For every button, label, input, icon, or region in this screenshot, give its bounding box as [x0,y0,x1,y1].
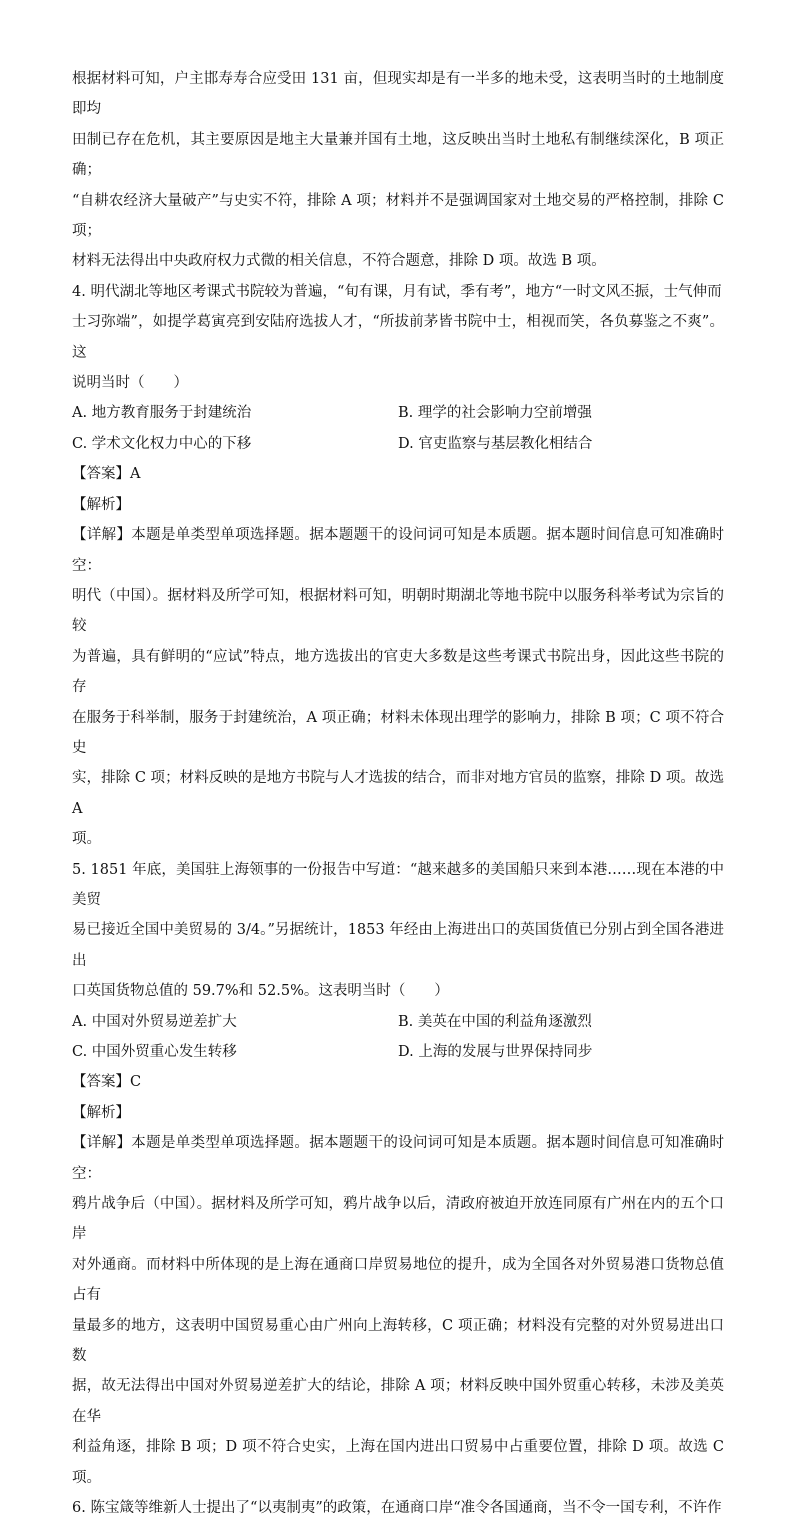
detail-line: 项。 [72,831,101,848]
detail-line: 利益角逐，排除 B 项；D 项不符合史实，上海在国内进出口贸易中占重要位置，排除 D 项。故选 C 项。 [72,1439,724,1486]
option-b: B. 美英在中国的利益角逐激烈 [398,1013,592,1030]
question-stem-line: 5. 1851 年底，美国驻上海领事的一份报告中写道：“越来越多的美国船只来到本港……现在本港的中美贸 [72,861,724,908]
detail-line: 对外通商。而材料中所体现的是上海在通商口岸贸易地位的提升，成为全国各对外贸易港口货物总值占有 [72,1256,724,1304]
detail-line: 为普遍，具有鲜明的“应试”特点，地方选拔出的官吏大多数是这些考课式书院出身，因此这些书院的存 [72,648,724,696]
detail-line: 明代（中国）。据材料及所学可知，根据材料可知，明朝时期湖北等地书院中以服务科举考试为宗旨的较 [72,587,724,635]
option-b: B. 理学的社会影响力空前增强 [398,405,592,422]
analysis-line: 根据材料可知，户主邯寿寿合应受田 131 亩，但现实却是有一半多的地未受，这表明当时的土地制度即均 [72,71,724,118]
answer-label: 【答案】A [72,466,141,483]
question-stem-line: 4. 明代湖北等地区考课式书院较为普遍，“旬有课，月有试，季有考”，地方“一时文风丕振，士气伸而 [72,283,722,300]
detail-line: 量最多的地方，这表明中国贸易重心由广州向上海转移，C 项正确；材料没有完整的对外贸易进出口数 [72,1317,724,1365]
question-stem-line: 易已接近全国中美贸易的 3/4。”另据统计，1853 年经由上海进出口的英国货值已分别占到全国各港进出 [72,922,724,969]
option-d: D. 官吏监察与基层教化相结合 [398,435,593,452]
option-c: C. 学术文化权力中心的下移 [72,435,252,452]
analysis-line: “自耕农经济大量破产”与史实不符，排除 A 项；材料并不是强调国家对土地交易的严格控制，排除 C 项； [72,192,724,240]
question-4 [72,277,724,855]
analysis-label: 【解析】 [72,1104,130,1121]
detail-line: 在服务于科举制，服务于封建统治，A 项正确；材料未体现出理学的影响力，排除 B 项；C 项不符合史 [72,709,724,756]
analysis-label: 【解析】 [72,496,130,513]
answer-label: 【答案】C [72,1074,142,1091]
option-d: D. 上海的发展与世界保持同步 [398,1044,593,1060]
question-6 [72,1493,724,1523]
question-stem-line: 口英国货物总值的 59.7%和 52.5%。这表明当时（ ） [72,983,449,1000]
previous-question-analysis [72,64,724,277]
option-c: C. 中国外贸重心发生转移 [72,1044,237,1060]
analysis-line: 材料无法得出中央政府权力式微的相关信息，不符合题意，排除 D 项。故选 B 项。 [72,253,606,270]
question-stem-line: 6. 陈宝箴等维新人士提出了“以夷制夷”的政策，在通商口岸“准令各国通商，当不令一国专利，不许作 [72,1500,722,1517]
detail-line: 据，故无法得出中国对外贸易逆差扩大的结论，排除 A 项；材料反映中国外贸重心转移，未涉及美英在华 [72,1378,724,1425]
question-options [72,1007,724,1068]
option-a: A. 地方教育服务于封建统治 [72,405,252,422]
question-options [72,398,724,459]
question-stem-line: 士习弥端”，如提学葛寅亮到安陆府选拔人才，“所拔前茅皆书院中士，相视而笑，各负募鉴之不爽”。这 [72,314,724,361]
detail-line: 【详解】本题是单类型单项选择题。据本题题干的设问词可知是本质题。据本题时间信息可知准确时空： [72,1135,724,1182]
detail-line: 【详解】本题是单类型单项选择题。据本题题干的设问词可知是本质题。据本题时间信息可知准确时空： [72,527,724,574]
document-content [72,64,724,1524]
detail-line: 鸦片战争后（中国）。据材料及所学可知，鸦片战争以后，清政府被迫开放连同原有广州在内的五个口岸 [72,1196,724,1243]
question-5 [72,855,724,1494]
detail-line: 实，排除 C 项；材料反映的是地方书院与人才选拔的结合，而非对地方官员的监察，排除 D 项。故选 A [72,770,724,817]
analysis-line: 田制已存在危机，其主要原因是地主大量兼并国有土地，这反映出当时土地私有制继续深化，B 项正确； [72,131,724,179]
question-stem-line: 说明当时（ ） [72,375,188,392]
option-a: A. 中国对外贸易逆差扩大 [72,1013,237,1030]
